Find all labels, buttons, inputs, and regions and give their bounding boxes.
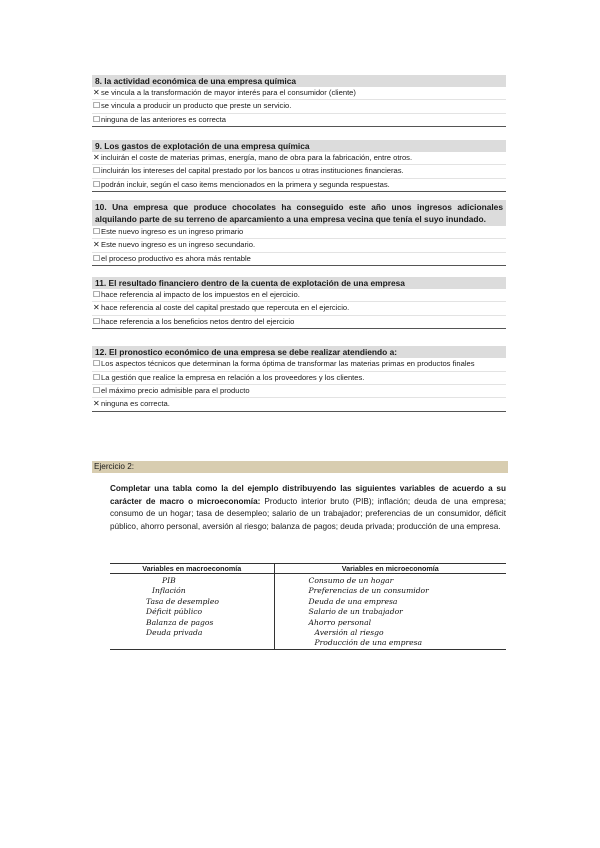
question-header: 9. Los gastos de explotación de una empresa química	[92, 140, 506, 152]
answer-option	[92, 165, 506, 178]
macro-column-header: Variables en macroeconomía	[110, 564, 274, 574]
answer-option	[92, 239, 506, 252]
variables-table	[110, 563, 506, 650]
micro-variable: Consumo de un hogar	[308, 576, 394, 585]
answer-text: incluirán el coste de materias primas, energía, mano de obra para la fabricación, entre otros.	[101, 153, 413, 162]
checkbox-icon: ☐	[93, 316, 101, 326]
answer-text: Este nuevo ingreso es un ingreso secundario.	[101, 240, 256, 250]
checked-box-icon: ✕	[93, 303, 100, 313]
checked-box-icon: ✕	[93, 240, 100, 250]
question-header: 12. El pronostico económico de una empresa se debe realizar atendiendo a:	[92, 346, 506, 358]
answer-option	[92, 87, 506, 100]
micro-column-header: Variables en microeconomía	[274, 564, 506, 574]
macro-variable: Déficit público	[146, 607, 203, 617]
question-header: 10. Una empresa que produce chocolates ha conseguido este año unos ingresos adicionales alquilando parte de su terreno de aparcamiento a una empresa vecina que tenía el suyo inundado.	[92, 200, 506, 226]
answer-option	[92, 114, 506, 127]
answer-text: Los aspectos técnicos que determinan la forma óptima de transformar las materias primas en productos finales	[101, 359, 475, 368]
question-header: 8. la actividad económica de una empresa química	[92, 75, 506, 87]
question-8	[92, 75, 506, 127]
checkbox-icon: ☐	[93, 386, 101, 395]
answer-text: incluirán los intereses del capital prestado por los bancos u otras instituciones financieras.	[101, 166, 404, 176]
micro-variable: Deuda de una empresa	[308, 596, 398, 606]
macro-variable: Tasa de desempleo	[146, 596, 219, 606]
answer-text: hace referencia a los beneficios netos dentro del ejercicio	[101, 316, 295, 326]
answer-text: hace referencia al coste del capital prestado que repercuta en el ejercicio.	[101, 303, 350, 313]
micro-variable: Aversión al riesgo	[314, 628, 384, 638]
answer-text: el proceso productivo es ahora más rentable	[101, 253, 251, 263]
macro-column	[110, 574, 274, 650]
checkbox-icon: ☐	[93, 179, 101, 189]
question-12	[92, 346, 506, 412]
answer-text: hace referencia al impacto de los impuestos en el ejercicio.	[101, 290, 300, 299]
question-10	[92, 200, 506, 266]
micro-variable: Producción de una empresa	[314, 638, 423, 648]
answer-option	[92, 253, 506, 266]
answer-text: ninguna es correcta.	[101, 399, 170, 409]
answer-option	[92, 316, 506, 329]
macro-variable: Deuda privada	[146, 628, 203, 638]
checkbox-icon: ☐	[93, 359, 101, 368]
answer-option	[92, 358, 506, 372]
exercise-prompt-rest: Producto interior bruto (PIB); inflación; deuda de una empresa; consumo de un hogar; tasa de desempleo; salario de un trabajador; preferencias de un consumidor, déficit público, ahorro personal, aversión al riesgo; balanza de pagos; deuda privada; producción de una empresa.	[110, 496, 506, 531]
checkbox-icon: ☐	[93, 290, 101, 299]
exercise-title: Ejercicio 2:	[92, 461, 508, 473]
micro-variable: Preferencias de un consumidor	[308, 586, 429, 596]
checkbox-icon: ☐	[93, 372, 101, 382]
answer-text: el máximo precio admisible para el producto	[101, 386, 250, 395]
macro-variable: Balanza de pagos	[146, 617, 214, 627]
exercise-prompt	[110, 483, 506, 533]
checkbox-icon: ☐	[93, 227, 101, 236]
checked-box-icon: ✕	[93, 399, 100, 409]
answer-text: podrán incluir, según el caso items mencionados en la primera y segunda respuestas.	[101, 179, 390, 189]
checked-box-icon: ✕	[93, 88, 100, 97]
macro-variable: PIB	[162, 576, 176, 585]
micro-variable: Ahorro personal	[308, 617, 372, 627]
macro-variable: Inflación	[152, 586, 186, 596]
answer-option	[92, 226, 506, 239]
checkbox-icon: ☐	[93, 253, 101, 263]
answer-text: se vincula a la transformación de mayor interés para el consumidor (cliente)	[101, 88, 356, 97]
question-9	[92, 140, 506, 192]
answer-option	[92, 152, 506, 165]
answer-text: se vincula a producir un producto que preste un servicio.	[101, 101, 292, 111]
answer-option	[92, 372, 506, 385]
answer-text: La gestión que realice la empresa en relación a los proveedores y los clientes.	[101, 372, 365, 382]
checkbox-icon: ☐	[93, 114, 101, 124]
answer-option	[92, 385, 506, 398]
answer-text: Este nuevo ingreso es un ingreso primario	[101, 227, 244, 236]
question-11	[92, 277, 506, 329]
answer-option	[92, 289, 506, 302]
answer-option	[92, 179, 506, 192]
answer-option	[92, 302, 506, 315]
answer-option	[92, 398, 506, 411]
question-header: 11. El resultado financiero dentro de la cuenta de explotación de una empresa	[92, 277, 506, 289]
exercise-prompt-bold: Completar una tabla como la del ejemplo distribuyendo las siguientes variables de acuerdo a su carácter de macro o microeconomía:	[110, 484, 506, 506]
micro-variable: Salario de un trabajador	[308, 607, 403, 617]
checkbox-icon: ☐	[93, 166, 101, 176]
answer-option	[92, 100, 506, 113]
answer-text: ninguna de las anteriores es correcta	[101, 114, 226, 124]
checked-box-icon: ✕	[93, 153, 100, 162]
checkbox-icon: ☐	[93, 101, 101, 111]
micro-column	[274, 574, 506, 650]
